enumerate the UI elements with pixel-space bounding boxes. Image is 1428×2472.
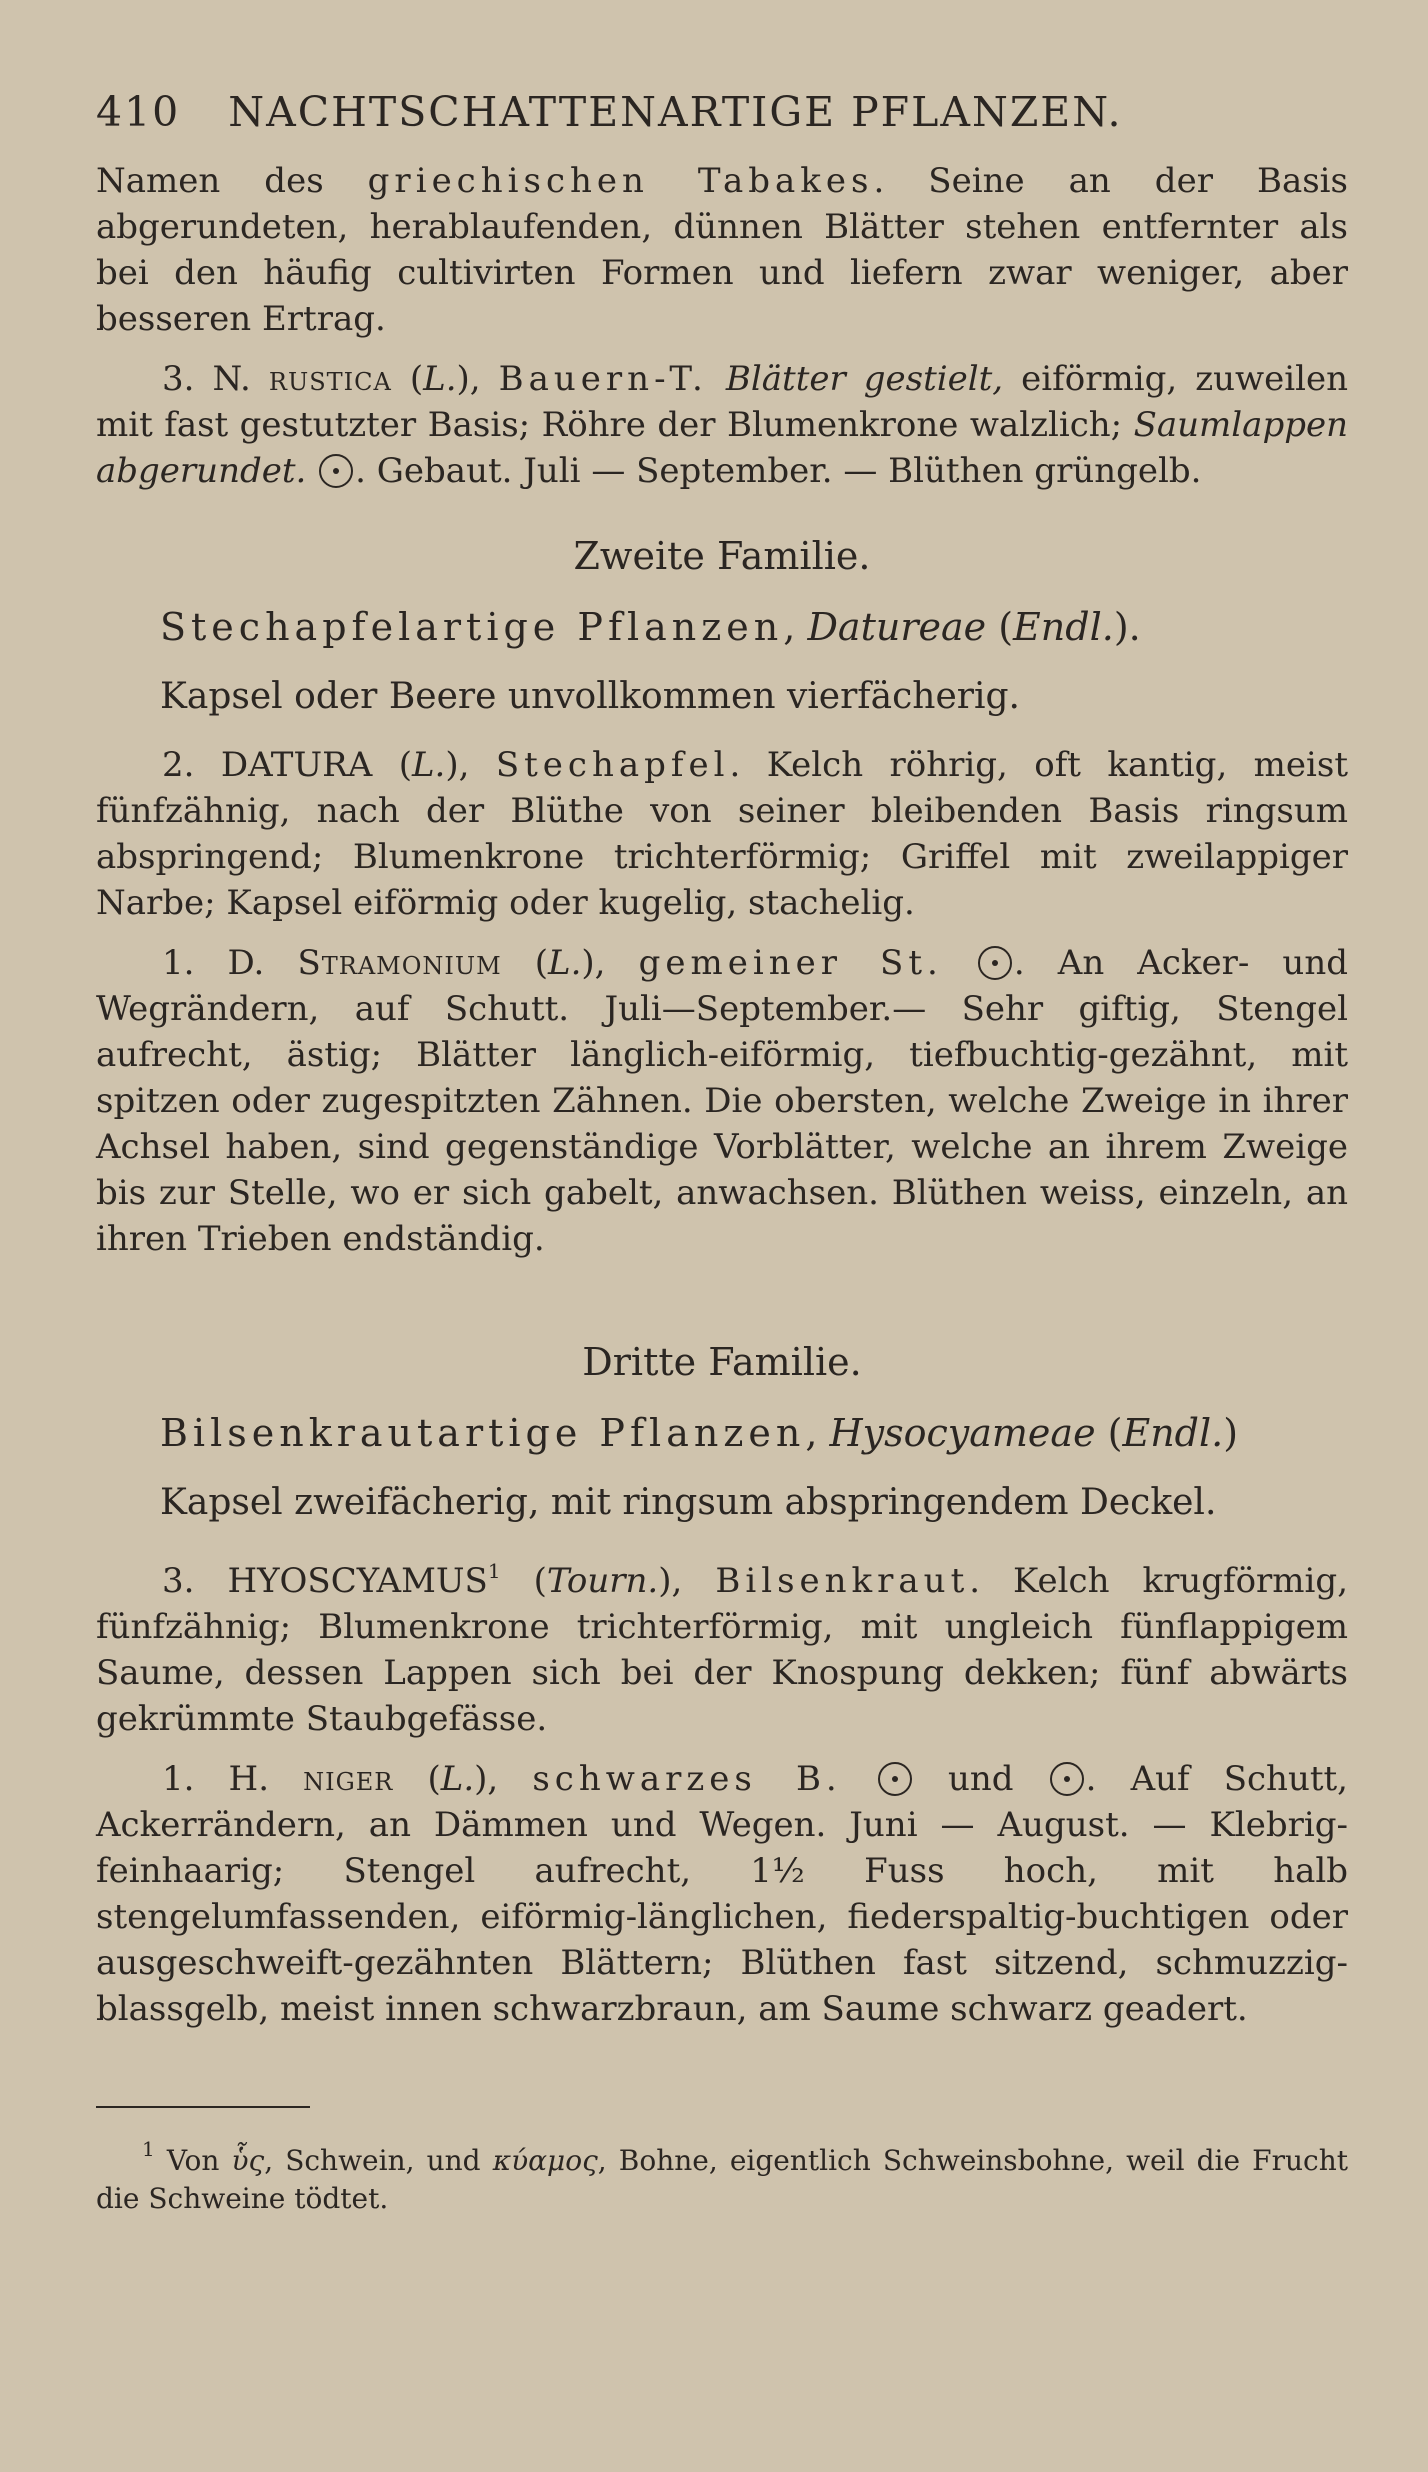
paragraph-hyoscyamus: 3. HYOSCYAMUS$^1$ (Tourn.), Bilsenkraut. Kelch krugförmig, fünfzähnig; Blumenkrone trichterförmig, mit ungleich fünflappigem Saume, dessen Lappen sich bei der Knospung dekken; fünf abwärts gekrümmte Staubgefässe.	[96, 1559, 1348, 1739]
group-title-hysocyameae: Bilsenkrautartige Pflanzen, Hysocyameae (Endl.)	[160, 1411, 1239, 1455]
paragraph-d-stramonium: 1. D. Stramonium (L.), gemeiner St. . An Acker- und Wegrändern, auf Schutt. Juli—September.— Sehr giftig, Stengel aufrecht, ästig; Blätter länglich-eiförmig, tiefbuchtig-gezähnt, mit spitzen oder zugespitzten Zähnen. Die obersten, welche Zweige in ihrer Achsel haben, sind gegenständige Vorblätter, welche an ihrem Zweige bis zur Stelle, wo er sich gabelt, anwachsen. Blüthen weiss, einzeln, an ihren Trieben endständig.	[96, 943, 1348, 1259]
running-title: NACHTSCHATTENARTIGE PFLANZEN.	[228, 88, 1123, 136]
page-number: 410	[96, 88, 181, 136]
family-description-zweite: Kapsel oder Beere unvollkommen vierfächerig.	[160, 676, 1020, 717]
paragraph-n-rustica: 3. N. rustica (L.), Bauern-T. Blätter gestielt, eiförmig, zuweilen mit fast gestutzter Basis; Röhre der Blumenkrone walzlich; Saumlappen abgerundet. . Gebaut. Juli — September. — Blüthen grüngelb.	[96, 359, 1348, 491]
biennial-symbol-icon	[1050, 1762, 1084, 1796]
annual-symbol-icon	[978, 946, 1012, 980]
family-heading-dritte: Dritte Familie.	[582, 1340, 862, 1384]
annual-symbol-icon	[319, 454, 353, 488]
group-title-datureae: Stechapfelartige Pflanzen, Datureae (Endl.).	[160, 605, 1141, 649]
footnote-divider	[96, 2106, 310, 2108]
footnote-ref: 1	[487, 1559, 501, 1583]
footnote: $^1$ Von ὗς, Schwein, und κύαμος, Bohne, eigentlich Schweinsbohne, weil die Frucht die Schweine tödtet.	[96, 2137, 1348, 2215]
paragraph-datura: 2. DATURA (L.), Stechapfel. Kelch röhrig, oft kantig, meist fünfzähnig, nach der Blüthe von seiner bleibenden Basis ringsum abspringend; Blumenkrone trichterförmig; Griffel mit zweilappiger Narbe; Kapsel eiförmig oder kugelig, stachelig.	[96, 745, 1349, 923]
paragraph-tabak-continued: Namen des griechischen Tabakes. Seine an der Basis abgerundeten, herablaufenden, dünnen Blätter stehen entfernter als bei den häufig cultivirten Formen und liefern zwar weniger, aber besseren Ertrag.	[96, 161, 1348, 339]
annual-symbol-icon	[878, 1762, 912, 1796]
family-heading-zweite: Zweite Familie.	[573, 534, 871, 578]
paragraph-h-niger: 1. H. niger (L.), schwarzes B. und . Auf Schutt, Ackerrändern, an Dämmen und Wegen. Juni — August. — Klebrig-feinhaarig; Stengel aufrecht, 1½ Fuss hoch, mit halb stengelumfassenden, eiförmig-länglichen, fiederspaltig-buchtigen oder ausgeschweift-gezähnten Blättern; Blüthen fast sitzend, schmuzzig-blassgelb, meist innen schwarzbraun, am Saume schwarz geadert.	[96, 1759, 1348, 2029]
page-header	[96, 88, 1348, 136]
family-description-dritte: Kapsel zweifächerig, mit ringsum abspringendem Deckel.	[160, 1482, 1217, 1523]
